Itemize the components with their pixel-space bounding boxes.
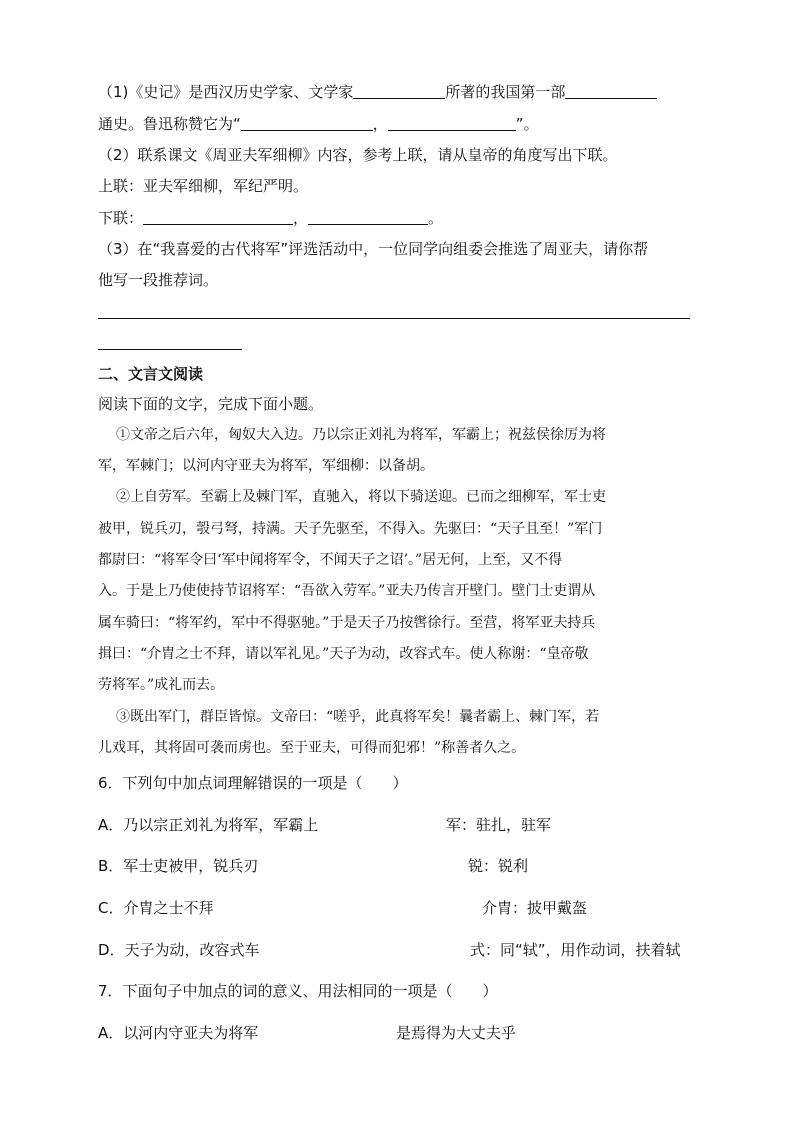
q6-option-d-gloss: 式：同“轼”，用作动词，扶着轼 — [470, 941, 681, 959]
q1-text-a: （1)《史记》是西汉历史学家、文学家 — [98, 83, 354, 101]
q3-line2: 他写一段推荐词。 — [98, 271, 219, 289]
q3-line1: （3）在“我喜爱的古代将军”评选活动中，一位同学向组委会推选了周亚夫，请你帮 — [98, 240, 649, 258]
passage-line: ③既出军门，群臣皆惊。文帝曰：“嗟乎，此真将军矣！曩者霸上、棘门军，若 — [116, 709, 600, 725]
passage-line: 被甲，锐兵刃，彀弓弩，持满。天子先驱至，不得入。先驱曰：“天子且至！”军门 — [98, 521, 603, 537]
passage-line: 入。于是上乃使使持节诏将军：“吾欲入劳军。”亚夫乃传言开壁门。壁门士吏谓从 — [98, 583, 596, 599]
q1-text-d: ， — [372, 115, 388, 133]
q2-lower-label: 下联： — [98, 209, 144, 227]
q7-stem: 7．下面句子中加点的词的意义、用法相同的一项是（ ） — [98, 982, 498, 1000]
q1-line2 — [98, 114, 539, 134]
q1-text-b: 所著的我国第一部 — [445, 83, 566, 101]
q2-upper-couplet: 上联：亚夫军细柳，军纪严明。 — [98, 177, 309, 195]
section-title: 二、文言文阅读 — [98, 365, 204, 383]
q1-praise-blank-1[interactable] — [241, 114, 373, 131]
q6-option-a[interactable]: A．乃以宗正刘礼为将军，军霸上 — [98, 816, 319, 834]
q6-stem: 6．下列句中加点词理解错误的一项是（ ） — [98, 774, 408, 792]
q2-lower-comma: ， — [293, 209, 309, 227]
passage-line: ①文帝之后六年，匈奴大入边。乃以宗正刘礼为将军，军霸上；祝兹侯徐厉为将 — [116, 427, 606, 443]
q3-answer-line-1[interactable] — [98, 318, 690, 319]
q6-option-c[interactable]: C．介胄之士不拜 — [98, 899, 214, 917]
q2-lower-couplet — [98, 208, 443, 228]
q6-option-b[interactable]: B．军士吏被甲，锐兵刃 — [98, 857, 259, 875]
passage-line: 军，军棘门；以河内守亚夫为将军，军细柳：以备胡。 — [98, 458, 434, 474]
passage-line: 都尉曰：“将军令曰‘军中闻将军令，不闻天子之诏’。”居无何，上至，又不得 — [98, 552, 563, 568]
q2-lower-blank-1[interactable] — [143, 208, 293, 225]
q7-option-a[interactable]: A．以河内守亚夫为将军 — [98, 1024, 259, 1042]
passage-line: ②上自劳军。至霸上及棘门军，直驰入，将以下骑送迎。已而之细柳军，军士吏 — [116, 489, 606, 505]
q6-option-b-gloss: 锐：锐利 — [468, 857, 529, 875]
q2-line1: （2）联系课文《周亚夫军细柳》内容，参考上联，请从皇帝的角度写出下联。 — [98, 146, 618, 164]
passage-line: 揖曰：“介胄之士不拜，请以军礼见。”天子为动，改容式车。使人称谢：“皇帝敬 — [98, 646, 589, 662]
passage-line: 属车骑曰：“将军约，军中不得驱驰。”于是天子乃按辔徐行。至营，将军亚夫持兵 — [98, 615, 596, 631]
passage-line: 儿戏耳，其将固可袭而虏也。至于亚夫，可得而犯邪！”称善者久之。 — [98, 740, 526, 756]
q3-answer-line-2[interactable] — [98, 349, 242, 350]
q2-lower-blank-2[interactable] — [308, 208, 428, 225]
q1-praise-blank-2[interactable] — [388, 114, 516, 131]
q1-line1 — [98, 82, 657, 102]
passage-line: 劳将军。”成礼而去。 — [98, 677, 225, 693]
q6-option-d[interactable]: D．天子为动，改容式车 — [98, 941, 260, 959]
q1-author-blank[interactable] — [353, 82, 445, 99]
q1-genre-blank[interactable] — [565, 82, 657, 99]
q1-text-c: 通史。鲁迅称赞它为“ — [98, 115, 241, 133]
section-intro: 阅读下面的文字，完成下面小题。 — [98, 395, 324, 413]
q6-option-a-gloss: 军：驻扎，驻军 — [446, 816, 552, 834]
q6-option-c-gloss: 介胄：披甲戴盔 — [482, 899, 588, 917]
q1-text-e: ”。 — [515, 115, 539, 133]
q7-option-a-compare: 是焉得为大丈夫乎 — [396, 1024, 517, 1042]
q2-lower-period: 。 — [428, 209, 444, 227]
